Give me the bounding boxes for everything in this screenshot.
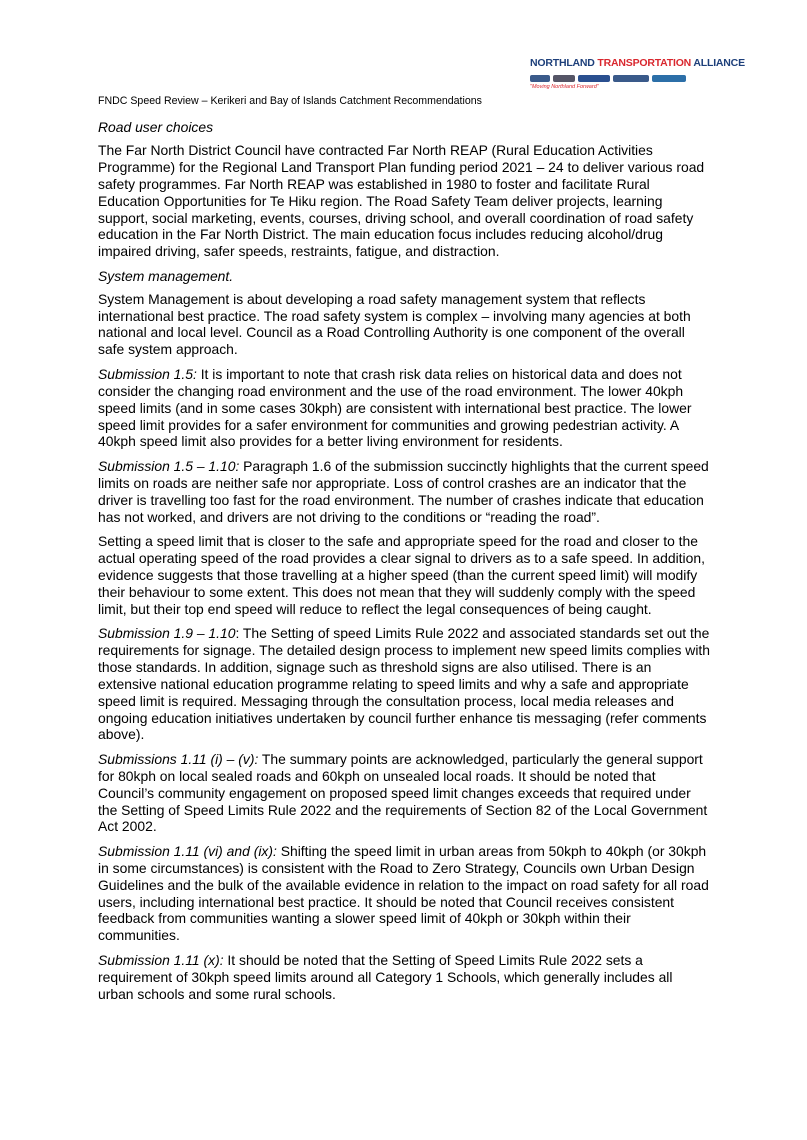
paragraph-submission-1-5: [98, 366, 710, 451]
partner-logo-icon: [652, 75, 686, 82]
paragraph-system-management: System Management is about developing a road safety management system that reflects international best practice. The road safety system is complex – involving many agencies at both national and local level. Council as a Road Controlling Authority is one component of the overall safe system approach.: [98, 290, 691, 358]
submission-text: Setting a speed limit that is closer to the safe and appropriate speed for the road and closer to the actual operating speed of the road provides a clear signal to drivers as to a safe speed. In addition, evidence suggests that those travelling at a higher speed (than the current speed limit) will modify their behaviour to some extent. This does not mean that they will suddenly comply with the speed limit, but their top end speed will reduce to reflect the legal consequences of being caught.: [98, 532, 705, 617]
alliance-logo: [530, 57, 745, 94]
logo-title: NORTHLAND TRANSPORTATION ALLIANCE: [530, 57, 745, 69]
submission-text: Paragraph 1.6 of the submission succinctly highlights that the current speed limits on roads are neither safe nor appropriate. Loss of control crashes are an indicator that the driver is travelling too fast for the road environment. The number of crashes indicate that education has not worked, and drivers are not driving to the conditions or “reading the road”.: [98, 457, 709, 525]
paragraph-submission-1-11-x: [98, 952, 710, 1003]
submission-text: The summary points are acknowledged, particularly the general support for 80kph on local sealed roads and 60kph on unsealed local roads. It should be noted that Council’s community engagement on proposed speed limit changes exceeds that required under the Setting of Speed Limits Rule 2022 and the requirements of Section 82 of the Local Government Act 2002.: [98, 750, 708, 835]
submission-label: Submissions 1.11 (i) – (v):: [98, 750, 259, 767]
partner-logo-icon: [578, 75, 610, 82]
partner-logo-icon: [613, 75, 649, 82]
paragraph-submission-1-5-1-10: [98, 458, 710, 526]
submission-text: : The Setting of speed Limits Rule 2022 and associated standards set out the requirements for signage. The detailed design process to implement new speed limits complies with those standards. In addition, signage such as threshold signs are also utilised. There is an extensive national education programme relating to speed limits and why a safe and appropriate speed limit is required. Messaging through the consultation process, local media releases and ongoing education initiatives undertaken by council further enhance tis messaging (refer comments above).: [98, 624, 711, 743]
submission-label: Submission 1.5 – 1.10:: [98, 457, 240, 474]
paragraph-submission-1-11-vi-ix: [98, 843, 710, 944]
page-header: FNDC Speed Review – Kerikeri and Bay of Islands Catchment Recommendations: [98, 95, 482, 107]
submission-text: Shifting the speed limit in urban areas from 50kph to 40kph (or 30kph in some circumstances) is consistent with the Road to Zero Strategy, Councils own Urban Design Guidelines and the bulk of the available evidence in relation to the impact on road safety for all road users, including international best practice. It should be noted that Council receives consistent feedback from communities wanting a slower speed limit of 40kph or 30kph within their communities.: [98, 842, 709, 944]
paragraph-speed-limit-setting: [98, 533, 710, 618]
partner-logo-icon: [530, 75, 550, 82]
logo-tagline: "Moving Northland Forward": [530, 84, 599, 90]
section-heading-system-management: System management.: [98, 267, 234, 284]
submission-label: Submission 1.11 (vi) and (ix):: [98, 842, 277, 859]
submission-label: Submission 1.9 – 1.10: [98, 624, 236, 641]
partner-logos: [530, 72, 702, 84]
submission-text: It is important to note that crash risk data relies on historical data and does not consider the changing road environment and the use of the road environment. The lower 40kph speed limits (and in some cases 30kph) are consistent with international best practice. The lower speed limit provides for a safer environment for communities and growing pedestrian activity. A 40kph speed limit also provides for a better living environment for residents.: [98, 365, 692, 450]
submission-label: Submission 1.5:: [98, 365, 197, 382]
submission-label: Submission 1.11 (x):: [98, 951, 224, 968]
partner-logo-icon: [553, 75, 575, 82]
paragraph-submission-1-9-1-10: [98, 625, 710, 743]
section-heading-road-user-choices: Road user choices: [98, 119, 214, 135]
paragraph-road-user-choices: The Far North District Council have contracted Far North REAP (Rural Education Activities Programme) for the Regional Land Transport Plan funding period 2021 – 24 to deliver various road safety programmes. Far North REAP was established in 1980 to foster and facilitate Rural Education Opportunities for Te Hiku region. The Road Safety Team deliver projects, learning support, social marketing, events, courses, driving school, and overall coordination of road safety education in the Far North District. The main education focus includes reducing alcohol/drug impaired driving, safer speeds, restraints, fatigue, and distraction.: [98, 141, 705, 260]
submission-text: It should be noted that the Setting of Speed Limits Rule 2022 sets a requirement of 30kph speed limits around all Category 1 Schools, which generally includes all urban schools and some rural schools.: [98, 951, 673, 1002]
document-body: [98, 119, 710, 1010]
paragraph-submission-1-11-i-v: [98, 751, 710, 836]
